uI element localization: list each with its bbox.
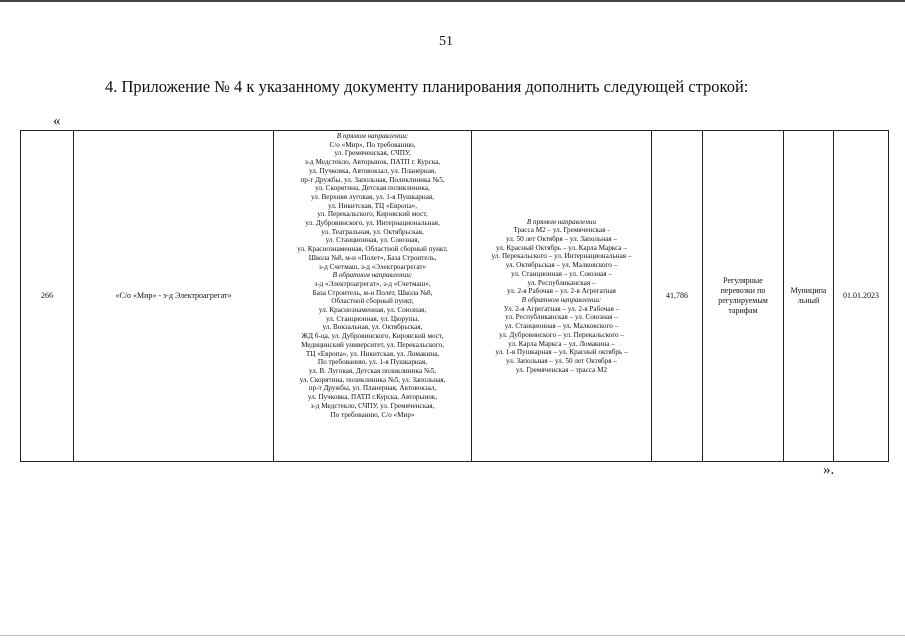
street-line: Трасса М2 – ул. Гремяченская - [513, 226, 610, 235]
carrier-line: льный [797, 296, 820, 305]
stop-line: ул. Вокзальная, ул. Октябрьская, [322, 323, 423, 332]
street-line: ул. Октябрьская – ул. Малковского – [505, 261, 618, 270]
stop-line: ул. Театральная, ул. Октябрьская, [321, 227, 424, 236]
section-heading: 4. Приложение № 4 к указанному документу планирования дополнить следующей строкой: [105, 77, 749, 96]
route-table [20, 130, 889, 462]
direction-label: В прямом направлении: [336, 132, 409, 140]
stop-line: ул. Пучковка, Автовокзал, ул. Планерная, [309, 166, 436, 175]
stop-line: Областной сборный пункт, [331, 297, 414, 306]
stop-line: ул. Верхняя луговая, ул. 1-я Пушкарная, [311, 192, 434, 201]
transport-type-line: регулируемым [718, 296, 768, 305]
transport-type-line: перевозки по [720, 286, 766, 295]
direction-label: В прямом направлении [526, 217, 597, 226]
stop-line: Школа №8, м-н «Полет», База Строитель, [308, 253, 437, 262]
street-line: ул. Перекальского – ул. Интернациональная – [491, 252, 632, 261]
route-length: 41,786 [666, 291, 688, 300]
stops-list [276, 132, 469, 419]
scan-edge-top [0, 0, 905, 2]
stop-line: По требованию, ул. 1-я Пушкарная, [317, 358, 428, 367]
stops-cell [274, 131, 472, 462]
page-number: 51 [439, 34, 453, 49]
stop-line: ул. Станционная, ул. Цюрупы, [325, 314, 420, 323]
stop-line: пр-т Дружбы, ул. Планерная, Автовокзал, [308, 384, 437, 393]
carrier-line: Муниципа [790, 286, 827, 295]
stop-line: ул. Пучковка, ПАТП г.Курска, Авторынок, [307, 393, 438, 402]
direction-label: В обратном направлении: [332, 271, 413, 280]
route-number-cell [21, 131, 74, 462]
stop-line: ул. Станционная, ул. Союзная, [325, 236, 420, 245]
stop-line: ул. В. Луговая, Детская поликлиника №5, [308, 366, 437, 375]
stop-line: ул. Скорятина, поликлиника №5, ул. Запольная, [299, 375, 446, 384]
transport-type-line: Регулярные [723, 276, 763, 285]
scan-edge-bottom [0, 635, 905, 636]
street-line: ул. Гремяченская – трасса М2 [515, 365, 608, 374]
stop-line: ТЦ «Европа», ул. Никитская, ул. Ломакина, [305, 349, 440, 358]
street-line: Ул. 2-я Агрегатная – ул. 2-я Рабочая – [503, 304, 620, 313]
stop-line: ул. Краснознаменная, Областной сборный пункт, [297, 245, 448, 254]
transport-type-line: тарифам [728, 306, 758, 315]
street-line: ул. 50 лет Октября – ул. Запольная – [506, 235, 617, 244]
street-line: ул. Красный Октябрь – ул. Карла Маркса – [496, 243, 627, 252]
stop-line: з-д Медстекло, СЧПУ, ул. Гремяченская, [310, 401, 435, 410]
stop-line: ул. Перекальского, Кировский мост, [317, 210, 428, 219]
route-number: 266 [41, 291, 53, 300]
stop-line: База Строитель, м-н Полет, Школа №8, [312, 288, 433, 297]
opening-quote: « [53, 113, 61, 129]
street-line: ул. Станционная – ул. Союзная – [511, 269, 612, 278]
stop-line: ул. Гремяченская, СЧПУ, [334, 149, 411, 158]
start-date: 01.01.2023 [843, 291, 879, 300]
stop-line: Медицинский университет, ул. Перекальского, [301, 340, 444, 349]
table-row [21, 131, 889, 462]
street-line: ул. Станционная – ул. Малковского – [504, 322, 619, 331]
length-cell [652, 131, 703, 462]
stop-line: ЖД б-ца, ул. Дубровинского, Кировский мост, [301, 332, 444, 341]
street-line: ул. Дубровинского – ул. Перекальского – [498, 330, 625, 339]
street-line: ул. 2-я Рабочая – ул. 2-я Агрегатная [506, 287, 616, 296]
streets-cell [472, 131, 652, 462]
transport-type [705, 276, 781, 316]
street-line: ул. Карла Маркса – ул. Ломакина – [508, 339, 615, 348]
route-name-cell [74, 131, 274, 462]
stop-line: С/о «Мир», По требованию, [329, 140, 416, 149]
stop-line: з-д Счетмаш, з-д «Электроагрегат» [318, 262, 427, 271]
street-line: ул. Республиканская – [527, 278, 596, 287]
stop-line: з-д Медстекло, Авторынок, ПАТП г. Курска, [304, 158, 441, 167]
stop-line: пр-т Дружбы, ул. Запольная, Поликлиника №5, [300, 175, 445, 184]
street-line: ул. 1-я Пушкарная – ул. Красный октябрь – [495, 348, 628, 357]
streets-list [474, 218, 649, 375]
stop-line: ул. Краснознаменная, ул. Союзная, [318, 306, 427, 315]
route-name: «С/о «Мир» - з-д Электроагрегат» [115, 291, 232, 300]
stop-line: ул. Скорятина, Детская поликлиника, [315, 184, 430, 193]
carrier-type [786, 286, 831, 306]
stop-line: По требованию, С/о «Мир» [330, 410, 415, 419]
stop-line: ул. Дубровинского, ул. Интернациональная, [305, 219, 440, 228]
stop-line: з-д «Электроагрегат», з-д «Счетмаш», [314, 279, 431, 288]
closing-quote: ». [823, 462, 835, 478]
stop-line: ул. Никитская, ТЦ «Европа», [327, 201, 418, 210]
street-line: ул. Республиканская – ул. Союзная – [505, 313, 618, 322]
direction-label: В обратном направлении: [521, 296, 602, 304]
date-cell [834, 131, 889, 462]
carrier-cell [784, 131, 834, 462]
street-line: ул. Запольная – ул. 50 лет Октября – [506, 356, 617, 365]
transport-type-cell [703, 131, 784, 462]
